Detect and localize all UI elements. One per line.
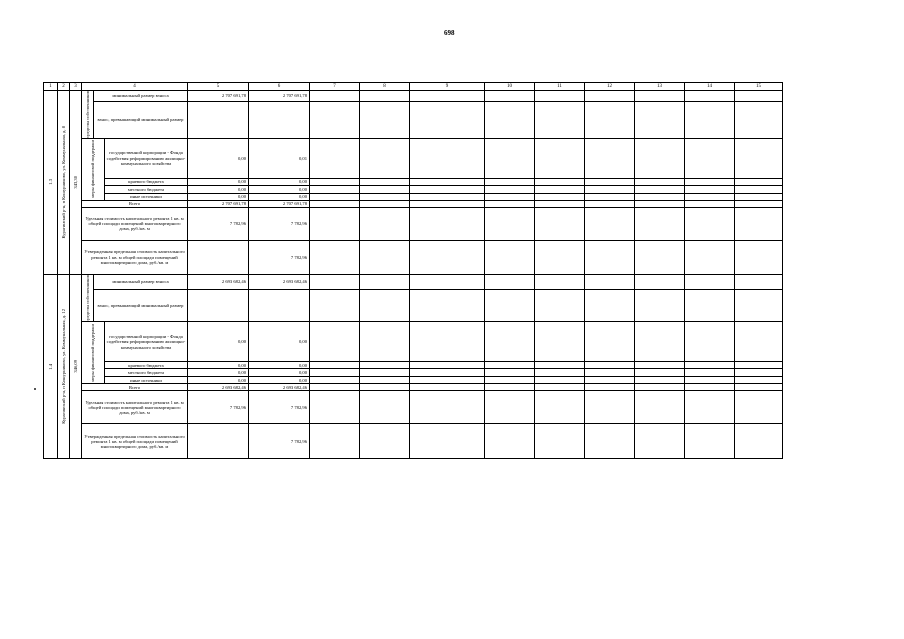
row-label: государственной корпорации - Фонда содействия реформированию жилищно-коммунального хозяйства bbox=[105, 322, 188, 362]
table-row bbox=[44, 391, 783, 424]
cell-c5: 0,00 bbox=[188, 377, 249, 384]
table-row bbox=[44, 424, 783, 459]
cell-c5: 0,00 bbox=[188, 322, 249, 362]
table-row bbox=[44, 185, 783, 193]
cell-c6: 0,00 bbox=[249, 377, 310, 384]
group-support-label: меры финансовой поддержки bbox=[90, 140, 96, 199]
row-label: местного бюджета bbox=[105, 369, 188, 377]
cell-c6: 0,01 bbox=[249, 138, 310, 178]
page-number: 698 bbox=[444, 29, 455, 37]
row-label: взнос, превышающий минимальный размер bbox=[94, 101, 188, 138]
area-cell bbox=[70, 91, 82, 275]
row-label: краевого бюджета bbox=[105, 362, 188, 369]
cell-c5 bbox=[188, 290, 249, 322]
cell-c6: 0,00 bbox=[249, 369, 310, 377]
table-row bbox=[44, 377, 783, 384]
cell-c5: 2 707 691,78 bbox=[188, 200, 249, 207]
row-label: местного бюджета bbox=[105, 185, 188, 193]
cell-c5: 0,00 bbox=[188, 185, 249, 193]
header-col-2: 2 bbox=[58, 83, 70, 91]
address: Курагинский р-н, п Кошурниково, ул. Коммунальная, д. 12 bbox=[60, 309, 66, 424]
cell-c6: 7 782,96 bbox=[249, 391, 310, 424]
row-label: минимальный размер взноса bbox=[94, 91, 188, 102]
cell-c5: 0,00 bbox=[188, 138, 249, 178]
header-col-15: 15 bbox=[735, 83, 783, 91]
cell-c6 bbox=[249, 101, 310, 138]
table-row bbox=[44, 200, 783, 207]
header-col-10: 10 bbox=[485, 83, 535, 91]
row-label: Утвержденная предельная стоимость капитального ремонта 1 кв. м общей площади помещений многоквартирного дома, руб./кв. м bbox=[82, 240, 188, 274]
table-row bbox=[44, 369, 783, 377]
cell-c5: 2 693 682,46 bbox=[188, 274, 249, 289]
table-row bbox=[44, 91, 783, 102]
header-col-8: 8 bbox=[360, 83, 410, 91]
cell-c6: 0,00 bbox=[249, 322, 310, 362]
table-row bbox=[44, 101, 783, 138]
table-row bbox=[44, 193, 783, 200]
header-col-9: 9 bbox=[410, 83, 485, 91]
cell-c5 bbox=[188, 424, 249, 459]
area: 346,09 bbox=[72, 360, 78, 373]
cell-c6: 0,00 bbox=[249, 185, 310, 193]
row-label: Всего bbox=[82, 384, 188, 391]
group-owner-label: средства собственников bbox=[84, 274, 90, 322]
table-row bbox=[44, 290, 783, 322]
cell-c6: 7 782,96 bbox=[249, 207, 310, 240]
cell-c6: 2 707 691,78 bbox=[249, 200, 310, 207]
address-cell bbox=[58, 274, 70, 459]
row-label: Удельная стоимость капитального ремонта 1 кв. м общей площади помещений многоквартирного дома, руб./кв. м bbox=[82, 391, 188, 424]
header-col-6: 6 bbox=[249, 83, 310, 91]
row-label: минимальный размер взноса bbox=[94, 274, 188, 289]
cell-c6: 0,00 bbox=[249, 362, 310, 369]
cell-c6: 7 782,96 bbox=[249, 240, 310, 274]
row-number-cell bbox=[44, 91, 58, 275]
table-row bbox=[44, 362, 783, 369]
cell-c6: 2 693 682,46 bbox=[249, 274, 310, 289]
cell-c5: 0,00 bbox=[188, 362, 249, 369]
header-col-3: 3 bbox=[70, 83, 82, 91]
group-support-cell bbox=[82, 322, 105, 384]
area: 343,30 bbox=[72, 176, 78, 189]
cell-c5: 0,00 bbox=[188, 193, 249, 200]
cell-c5: 7 782,96 bbox=[188, 391, 249, 424]
cell-c6: 2 693 682,46 bbox=[249, 384, 310, 391]
table-row bbox=[44, 138, 783, 178]
header-row bbox=[44, 83, 783, 91]
area-cell bbox=[70, 274, 82, 459]
group-owner-cell bbox=[82, 274, 94, 322]
cell-c6: 7 782,96 bbox=[249, 424, 310, 459]
table-row bbox=[44, 207, 783, 240]
header-col-14: 14 bbox=[685, 83, 735, 91]
cell-c5: 7 782,96 bbox=[188, 207, 249, 240]
address: Курагинский р-н, п Кошурниково, ул. Коммунальная, д. 8 bbox=[60, 126, 66, 239]
row-label: краевого бюджета bbox=[105, 178, 188, 185]
cell-c5: 0,00 bbox=[188, 178, 249, 185]
address-cell bbox=[58, 91, 70, 275]
cell-c5: 2 693 682,46 bbox=[188, 384, 249, 391]
table-row bbox=[44, 274, 783, 289]
table-row bbox=[44, 322, 783, 362]
table-row bbox=[44, 178, 783, 185]
cell-c6: 0,00 bbox=[249, 193, 310, 200]
group-owner-label: средства собственников bbox=[84, 91, 90, 138]
cell-c6: 2 707 691,78 bbox=[249, 91, 310, 102]
header-col-5: 5 bbox=[188, 83, 249, 91]
row-label: Всего bbox=[82, 200, 188, 207]
row-number-cell bbox=[44, 274, 58, 459]
cell-c5: 0,00 bbox=[188, 369, 249, 377]
header-col-12: 12 bbox=[585, 83, 635, 91]
row-label: Утвержденная предельная стоимость капитального ремонта 1 кв. м общей площади помещений многоквартирного дома, руб./кв. м bbox=[82, 424, 188, 459]
cell-c5 bbox=[188, 101, 249, 138]
cell-c5: 2 707 691,78 bbox=[188, 91, 249, 102]
row-number: 1.4 bbox=[47, 363, 53, 370]
header-col-7: 7 bbox=[310, 83, 360, 91]
cell-c5 bbox=[188, 240, 249, 274]
header-col-11: 11 bbox=[535, 83, 585, 91]
table-row bbox=[44, 240, 783, 274]
group-owner-cell bbox=[82, 91, 94, 139]
capital-repair-table bbox=[43, 82, 783, 459]
table-row bbox=[44, 384, 783, 391]
header-col-1: 1 bbox=[44, 83, 58, 91]
row-label: взнос, превышающий минимальный размер bbox=[94, 290, 188, 322]
row-label: государственной корпорации - Фонда содействия реформированию жилищно-коммунального хозяйства bbox=[105, 138, 188, 178]
row-number: 1.3 bbox=[47, 179, 53, 186]
header-col-13: 13 bbox=[635, 83, 685, 91]
row-label: иные источники bbox=[105, 377, 188, 384]
header-col-4: 4 bbox=[82, 83, 188, 91]
cell-c6: 0,00 bbox=[249, 178, 310, 185]
group-support-cell bbox=[82, 138, 105, 200]
scan-artifact bbox=[34, 388, 36, 390]
row-label: иные источники bbox=[105, 193, 188, 200]
row-label: Удельная стоимость капитального ремонта 1 кв. м общей площади помещений многоквартирного дома, руб./кв. м bbox=[82, 207, 188, 240]
cell-c6 bbox=[249, 290, 310, 322]
group-support-label: меры финансовой поддержки bbox=[90, 324, 96, 382]
